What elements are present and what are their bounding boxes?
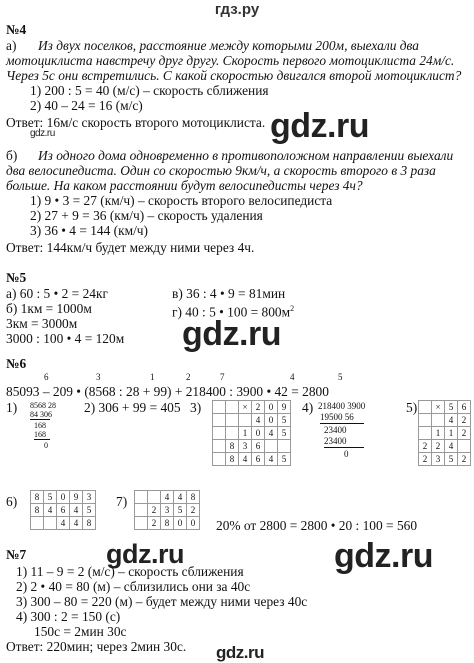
grid-cell: 5 (44, 491, 57, 504)
task6-order-mark: 7 (220, 372, 225, 382)
task4-b-label: б) (6, 148, 18, 163)
grid-cell (213, 401, 226, 414)
task4-a-answer: Ответ: 16м/с скорость второго мотоциклиста. (6, 115, 266, 130)
task5-title: №5 (6, 270, 27, 285)
task6-title: №6 (6, 356, 27, 371)
task4-b-line3: больше. На каком расстоянии будут велосипедисты через 4ч? (6, 178, 363, 193)
task4-a-line2: мотоциклиста навстречу друг другу. Скорость первого мотоциклиста 24м/с. (6, 53, 455, 68)
grid-cell: 9 (278, 401, 291, 414)
grid-cell: 8 (31, 504, 44, 517)
grid-cell (213, 440, 226, 453)
task6-expression: 85093 – 209 • (8568 : 28 + 99) + 218400 : 3900 • 42 = 2800 (6, 384, 329, 399)
task6-order-mark: 6 (44, 372, 49, 382)
grid-cell: × (432, 401, 445, 414)
grid-cell (31, 517, 44, 530)
task4-b-step2: 2) 27 + 9 = 36 (км/ч) – скорость удаления (30, 208, 263, 223)
grid-cell (213, 414, 226, 427)
grid-cell (135, 491, 148, 504)
task7-step4b: 150с = 2мин 30с (34, 624, 127, 639)
grid-cell: 2 (458, 427, 471, 440)
task6-step1-row: 8568 28 (30, 401, 56, 410)
task7-step1: 1) 11 – 9 = 2 (м/с) – скорость сближения (16, 564, 244, 579)
task4-a-label: а) (6, 38, 17, 53)
grid-cell (419, 427, 432, 440)
task6-step4-row: 23400 (324, 425, 347, 435)
task6-step6-label: 6) (6, 494, 18, 509)
grid-cell: 5 (278, 414, 291, 427)
task4-a-step2: 2) 40 – 24 = 16 (м/с) (30, 98, 143, 113)
grid-cell: 2 (187, 504, 200, 517)
grid-cell: 5 (445, 401, 458, 414)
task7-step3: 3) 300 – 80 = 220 (м) – будет между ними через 40с (16, 594, 308, 609)
grid-cell: 9 (70, 491, 83, 504)
watermark: gdz.ru (182, 315, 281, 353)
task6-step7-label: 7) (116, 494, 128, 509)
task6-step2: 2) 306 + 99 = 405 (84, 400, 181, 415)
grid-cell: 0 (252, 427, 265, 440)
grid-cell: 4 (265, 427, 278, 440)
task6-step4-label: 4) (302, 400, 314, 415)
grid-cell: 6 (252, 453, 265, 466)
grid-cell: 3 (161, 504, 174, 517)
grid-cell: 4 (57, 517, 70, 530)
grid-cell (239, 414, 252, 427)
task6-step4-row: 19500 56 (320, 412, 354, 422)
grid-cell (135, 517, 148, 530)
grid-cell: 6 (57, 504, 70, 517)
grid-cell: 4 (445, 440, 458, 453)
watermark: gdz.ru (106, 539, 184, 569)
task6-step4-row: 23400 (324, 436, 347, 446)
task6-step5-grid (418, 400, 471, 466)
grid-cell: 4 (265, 453, 278, 466)
grid-cell: 2 (148, 504, 161, 517)
grid-cell: 8 (161, 517, 174, 530)
grid-cell: 4 (239, 453, 252, 466)
grid-cell: 5 (174, 504, 187, 517)
task6-step5-label: 5) (406, 400, 418, 415)
task4-b-step3: 3) 36 • 4 = 144 (км/ч) (30, 223, 149, 238)
grid-cell: 2 (458, 453, 471, 466)
grid-cell: 5 (278, 453, 291, 466)
grid-cell: 5 (278, 427, 291, 440)
watermark-small: gdz.ru (30, 128, 55, 139)
grid-cell: 2 (419, 453, 432, 466)
grid-cell (419, 401, 432, 414)
grid-cell: 1 (432, 427, 445, 440)
grid-cell: 8 (226, 453, 239, 466)
task6-order-mark: 3 (96, 372, 101, 382)
task5-g-sup: 2 (290, 304, 295, 313)
grid-cell (226, 427, 239, 440)
grid-cell: 5 (83, 504, 96, 517)
task6-step1-row: 168 (34, 421, 46, 430)
grid-cell: 8 (226, 440, 239, 453)
grid-cell: 6 (458, 401, 471, 414)
grid-cell: 4 (445, 414, 458, 427)
grid-cell: × (239, 401, 252, 414)
grid-cell: 4 (44, 504, 57, 517)
grid-cell: 3 (432, 453, 445, 466)
watermark: gdz.ru (334, 537, 433, 575)
watermark: gdz.ru (216, 643, 264, 662)
task6-order-mark: 1 (150, 372, 155, 382)
task7-answer: Ответ: 220мин; через 2мин 30с. (6, 639, 187, 654)
task6-step3-label: 3) (190, 400, 202, 415)
grid-cell (278, 440, 291, 453)
grid-cell: 0 (265, 414, 278, 427)
grid-cell: 2 (419, 440, 432, 453)
task4-b-step1: 1) 9 • 3 = 27 (км/ч) – скорость второго велосипедиста (30, 193, 333, 208)
grid-cell: 2 (148, 517, 161, 530)
site-header[interactable]: гдз.ру (214, 1, 260, 18)
grid-cell: 0 (265, 401, 278, 414)
grid-cell: 4 (70, 504, 83, 517)
task4-a-line3: Через 5с они встретились. С какой скоростью двигался второй мотоциклист? (6, 68, 462, 83)
grid-cell: 0 (187, 517, 200, 530)
grid-cell: 5 (445, 453, 458, 466)
task6-order-mark: 5 (338, 372, 343, 382)
grid-cell (213, 453, 226, 466)
task7-step2: 2) 2 • 40 = 80 (м) – сблизились они за 40с (16, 579, 251, 594)
grid-cell (226, 414, 239, 427)
task7-step4: 4) 300 : 2 = 150 (с) (16, 609, 121, 624)
grid-cell: 0 (57, 491, 70, 504)
grid-cell (419, 414, 432, 427)
grid-cell: 4 (174, 491, 187, 504)
task4-b-line2: два велосипедиста. Один со скоростью 9км/ч, а скорость второго в 3 раза (6, 163, 436, 178)
task6-step4-row: 218400 3900 (318, 401, 366, 411)
grid-cell: 1 (239, 427, 252, 440)
task5-b: б) 1км = 1000м (6, 301, 92, 316)
watermark: gdz.ru (270, 107, 369, 145)
task6-percent: 20% от 2800 = 2800 • 20 : 100 = 560 (216, 518, 418, 533)
task6-step6-grid (30, 490, 96, 530)
grid-cell (458, 440, 471, 453)
grid-cell (135, 504, 148, 517)
grid-cell (213, 427, 226, 440)
grid-cell: 8 (31, 491, 44, 504)
grid-cell: 2 (252, 401, 265, 414)
grid-cell: 4 (161, 491, 174, 504)
task6-order-mark: 2 (186, 372, 191, 382)
grid-cell: 1 (445, 427, 458, 440)
grid-cell: 0 (174, 517, 187, 530)
task6-step1-row: 0 (44, 441, 48, 450)
task5-b3: 3000 : 100 • 4 = 120м (6, 331, 125, 346)
task6-order-mark: 4 (290, 372, 295, 382)
grid-cell: 4 (252, 414, 265, 427)
grid-cell: 3 (239, 440, 252, 453)
grid-cell (432, 414, 445, 427)
task6-step4-row: 0 (344, 449, 349, 459)
grid-cell: 3 (83, 491, 96, 504)
task6-step7-grid (134, 490, 200, 530)
grid-cell (226, 401, 239, 414)
task5-b2: 3км = 3000м (6, 316, 78, 331)
task4-a-step1: 1) 200 : 5 = 40 (м/с) – скорость сближения (30, 83, 269, 98)
grid-cell: 2 (458, 414, 471, 427)
grid-cell (44, 517, 57, 530)
task5-a: а) 60 : 5 • 2 = 24кг (6, 286, 108, 301)
task4-a-line1: Из двух поселков, расстояние между которыми 200м, выехали два (38, 38, 419, 53)
grid-cell (148, 491, 161, 504)
grid-cell: 8 (83, 517, 96, 530)
grid-cell (265, 440, 278, 453)
task5-g: г) 40 : 5 • $100 = 800м^2$ (172, 304, 295, 320)
grid-cell: 6 (252, 440, 265, 453)
task7-title: №7 (6, 547, 27, 562)
grid-cell: 2 (432, 440, 445, 453)
task6-step1-row: 168 (34, 430, 46, 439)
task4-b-line1: Из одного дома одновременно в противоположном направлении выехали (38, 148, 454, 163)
task4-title: №4 (6, 22, 27, 37)
grid-cell: 8 (187, 491, 200, 504)
task6-step1-label: 1) (6, 400, 18, 415)
task6-step1-row: 84 306 (30, 410, 52, 419)
task4-b-answer: Ответ: 144км/ч будет между ними через 4ч. (6, 240, 255, 255)
grid-cell: 4 (70, 517, 83, 530)
task6-step3-grid (212, 400, 291, 466)
task5-v: в) 36 : 4 • 9 = 81мин (172, 286, 286, 301)
